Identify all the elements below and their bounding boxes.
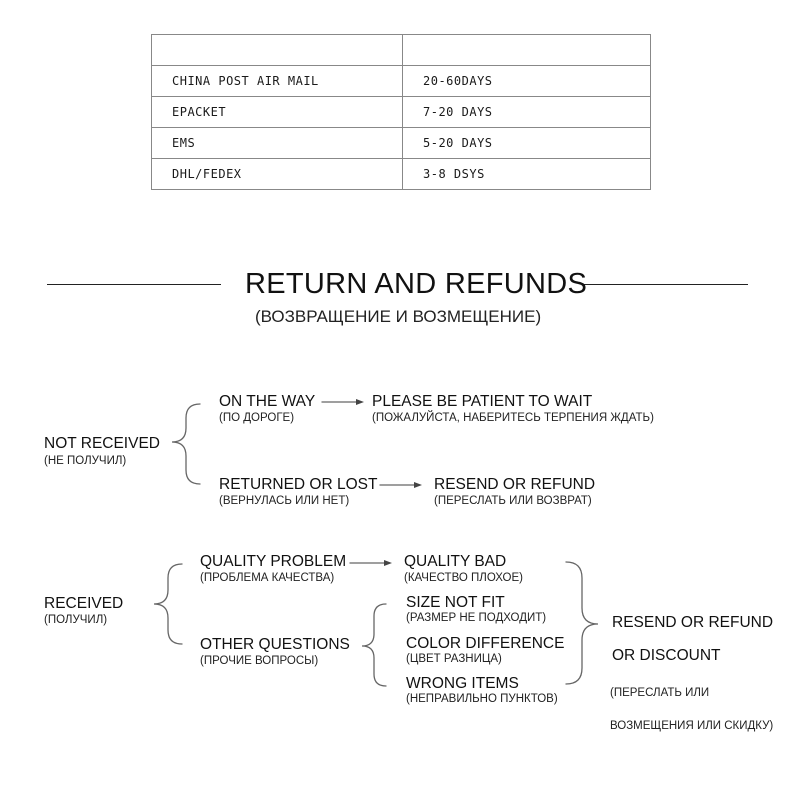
resend-refund-label-ru: (ПЕРЕСЛАТЬ ИЛИ ВОЗВРАТ) [434, 495, 592, 507]
shipping-method-cell: EPACKET [152, 97, 403, 128]
arrow-head [356, 399, 364, 405]
returned-lost-label-ru: (ВЕРНУЛАСЬ ИЛИ НЕТ) [219, 495, 350, 507]
other-questions-label: OTHER QUESTIONS [200, 636, 350, 653]
arrow-head [384, 560, 392, 566]
brace-other-questions [362, 604, 386, 686]
shipping-method-cell: EMS [152, 128, 403, 159]
quality-problem-label-ru: (ПРОБЛЕМА КАЧЕСТВА) [200, 572, 335, 584]
shipping-method-cell: CHINA POST AIR MAIL [152, 66, 403, 97]
brace-not-received [172, 404, 200, 484]
on-the-way-label: ON THE WAY [219, 393, 316, 410]
outcome-label-ru-line2: ВОЗМЕЩЕНИЯ ИЛИ СКИДКУ) [610, 720, 774, 732]
color-difference-label: COLOR DIFFERENCE [406, 635, 565, 652]
brace-outcome [566, 562, 598, 684]
brace-received [154, 564, 182, 644]
not-received-label-ru: (НЕ ПОЛУЧИЛ) [44, 455, 127, 467]
quality-problem-label: QUALITY PROBLEM [200, 553, 347, 570]
received-label: RECEIVED [44, 595, 124, 612]
quality-bad-label: QUALITY BAD [404, 553, 507, 570]
resend-refund-label: RESEND OR REFUND [434, 476, 596, 493]
size-not-fit-label-ru: (РАЗМЕР НЕ ПОДХОДИТ) [406, 612, 547, 624]
delivery-time-cell: 20-60DAYS [403, 66, 651, 97]
delivery-time-cell: 3-8 DSYS [403, 159, 651, 190]
color-difference-label-ru: (ЦВЕТ РАЗНИЦА) [406, 653, 502, 665]
shipping-method-cell: DHL/FEDEX [152, 159, 403, 190]
delivery-time-cell: 5-20 DAYS [403, 128, 651, 159]
section-subtitle: (ВОЗВРАЩЕНИЕ И ВОЗМЕЩЕНИЕ) [255, 307, 542, 326]
not-received-label: NOT RECEIVED [44, 435, 160, 452]
patient-label: PLEASE BE PATIENT TO WAIT [372, 393, 593, 410]
received-label-ru: (ПОЛУЧИЛ) [44, 614, 108, 626]
returned-lost-label: RETURNED OR LOST [219, 476, 378, 493]
on-the-way-label-ru: (ПО ДОРОГЕ) [219, 412, 295, 424]
wrong-items-label-ru: (НЕПРАВИЛЬНО ПУНКТОВ) [406, 693, 558, 705]
quality-bad-label-ru: (КАЧЕСТВО ПЛОХОЕ) [404, 572, 523, 584]
section-title: RETURN AND REFUNDS [245, 268, 588, 300]
delivery-time-cell: 7-20 DAYS [403, 97, 651, 128]
outcome-label-line1: RESEND OR REFUND [612, 614, 774, 631]
wrong-items-label: WRONG ITEMS [406, 675, 519, 692]
arrow-head [414, 482, 422, 488]
size-not-fit-label: SIZE NOT FIT [406, 594, 505, 611]
patient-label-ru: (ПОЖАЛУЙСТА, НАБЕРИТЕСЬ ТЕРПЕНИЯ ЖДАТЬ) [372, 412, 654, 424]
outcome-label-ru-line1: (ПЕРЕСЛАТЬ ИЛИ [610, 687, 710, 699]
outcome-label-line2: OR DISCOUNT [612, 647, 721, 664]
other-questions-label-ru: (ПРОЧИЕ ВОПРОСЫ) [200, 655, 319, 667]
